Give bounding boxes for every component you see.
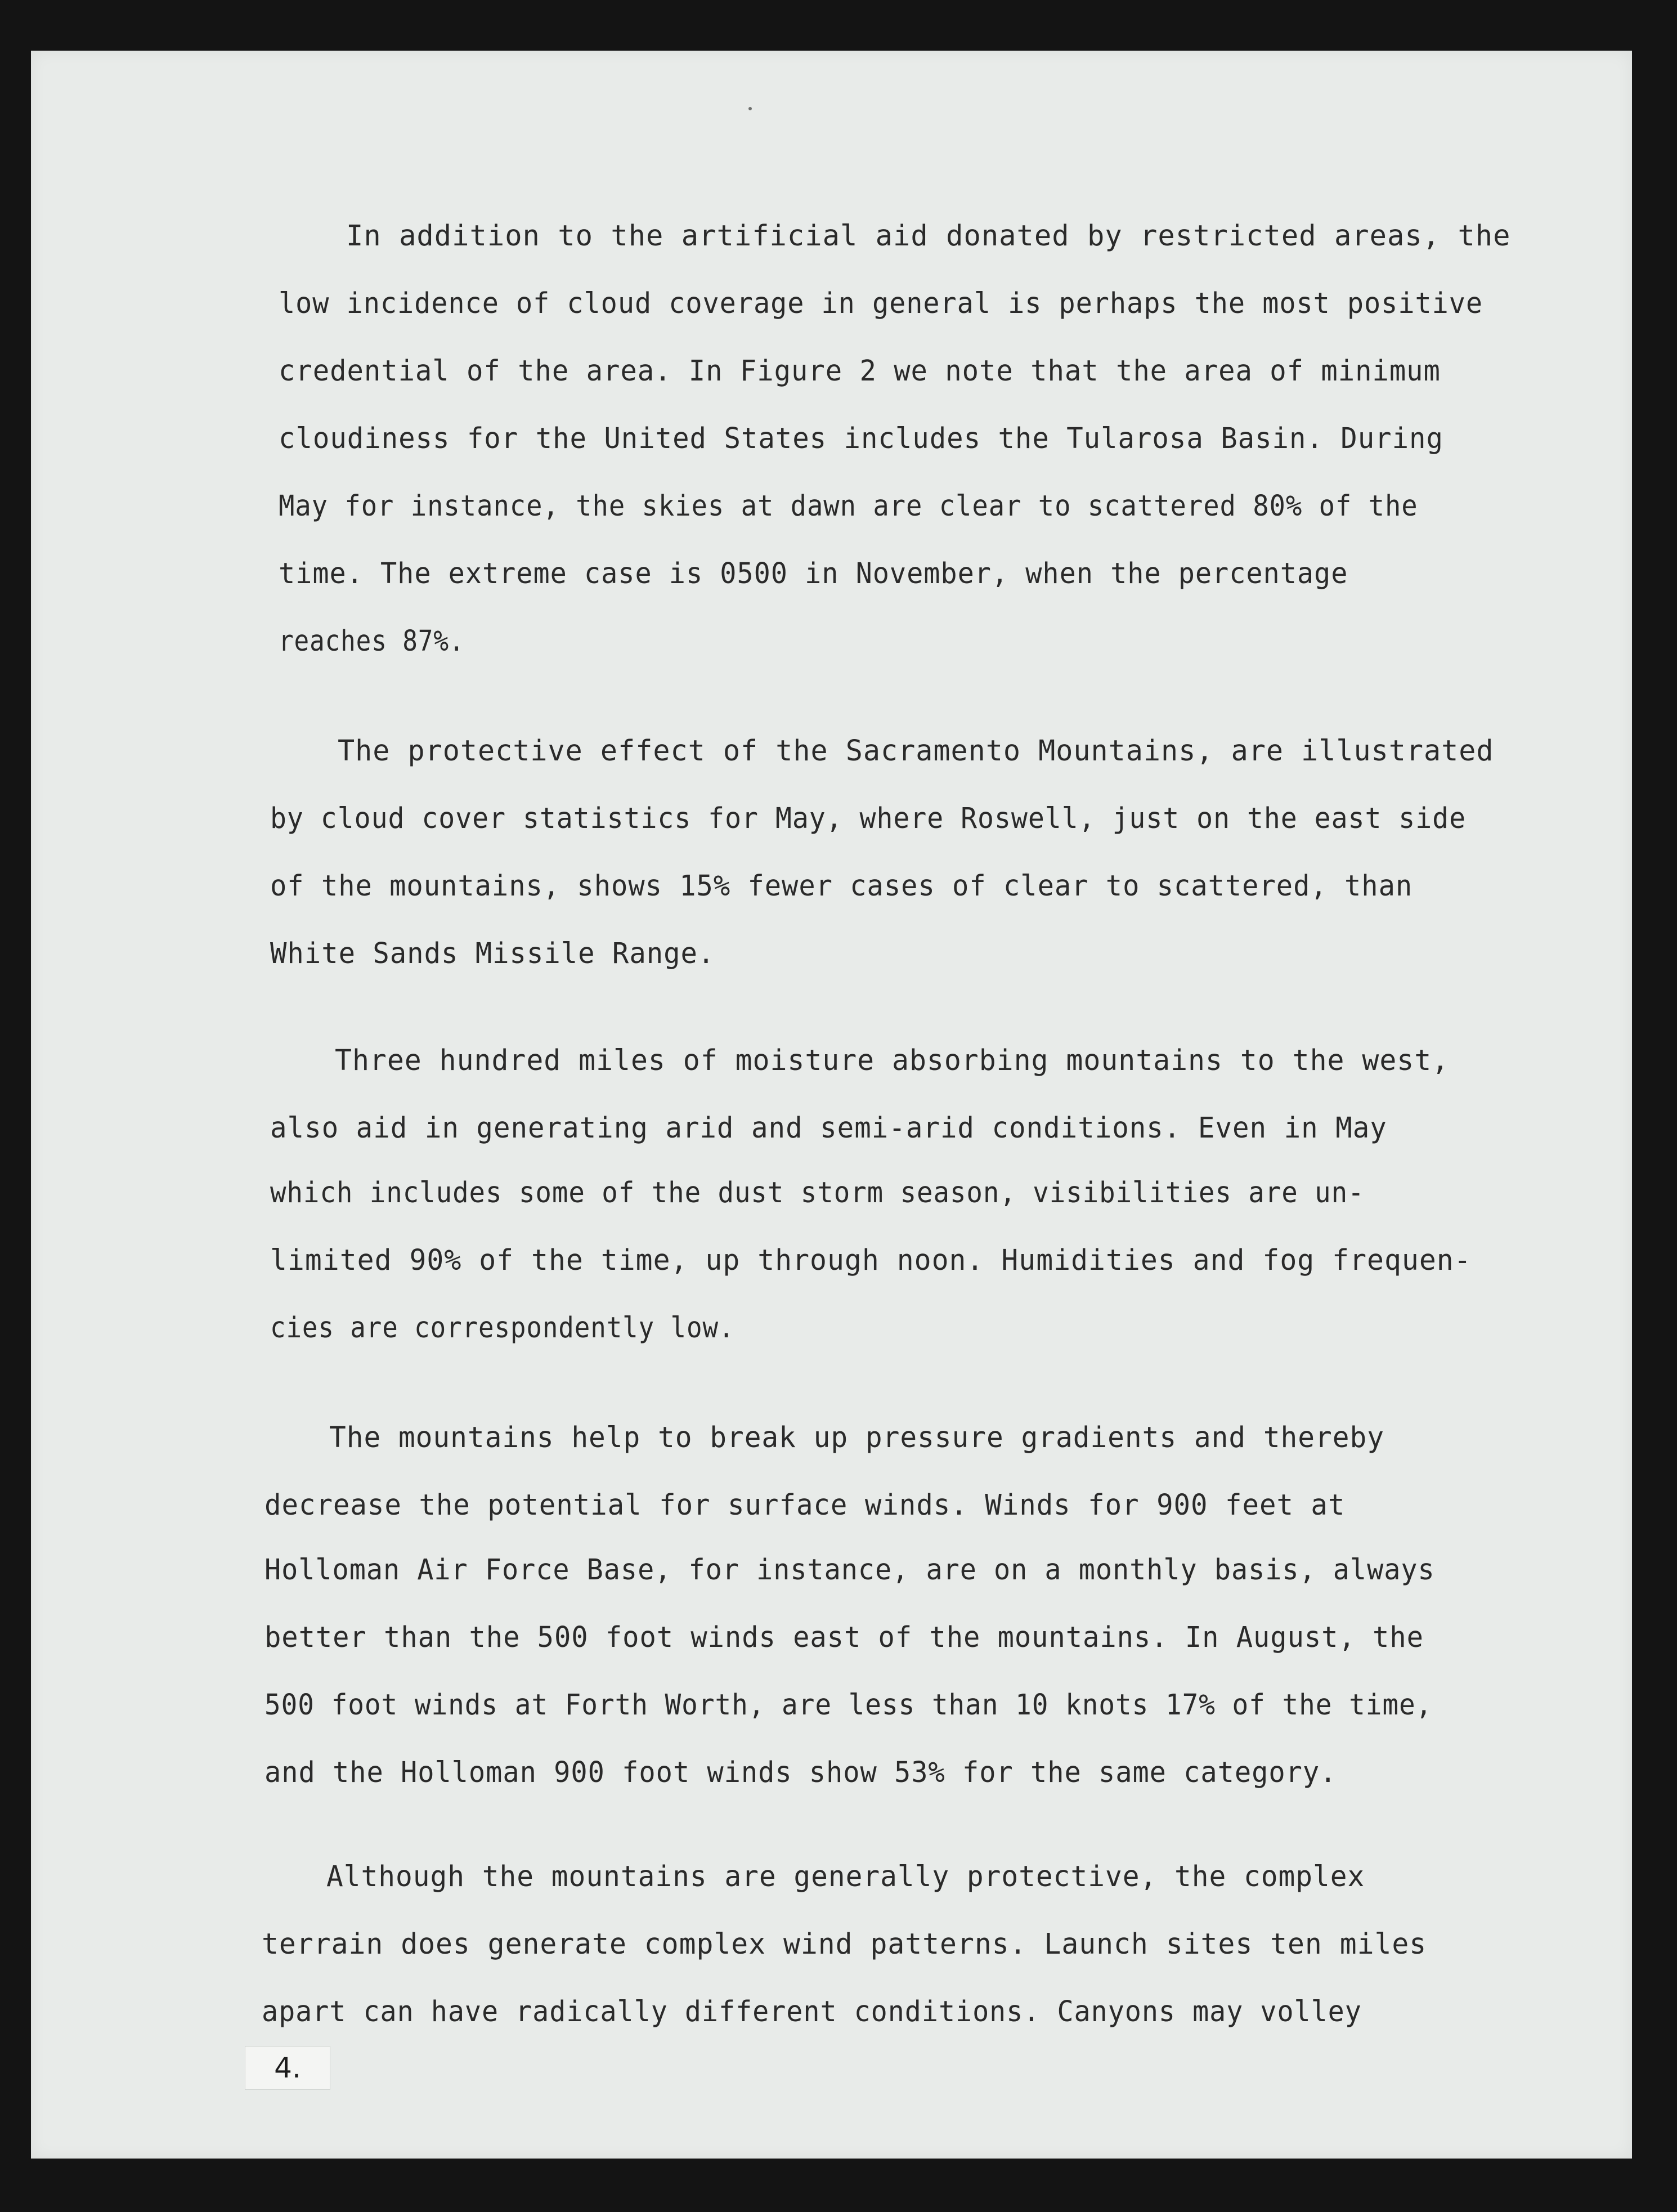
text-line: time. The extreme case is 0500 in November, when the percentage [279, 557, 1348, 590]
text-line: cies are correspondently low. [270, 1311, 735, 1345]
text-line: also aid in generating arid and semi-arid conditions. Even in May [270, 1112, 1387, 1145]
page-number: 4. [245, 2046, 330, 2090]
text-line: limited 90% of the time, up through noon. Humidities and fog frequen- [270, 1244, 1472, 1277]
text-line: Holloman Air Force Base, for instance, are on a monthly basis, always [264, 1553, 1435, 1587]
text-line: by cloud cover statistics for May, where Roswell, just on the east side [270, 802, 1467, 835]
text-line: apart can have radically different conditions. Canyons may volley [262, 1995, 1362, 2029]
text-line: May for instance, the skies at dawn are clear to scattered 80% of the [279, 490, 1418, 523]
text-line: White Sands Missile Range. [270, 937, 715, 970]
text-line: In addition to the artificial aid donated by restricted areas, the [346, 220, 1511, 253]
text-line: credential of the area. In Figure 2 we note that the area of minimum [279, 355, 1441, 388]
text-line: Three hundred miles of moisture absorbing mountains to the west, [335, 1044, 1450, 1077]
text-line: 500 foot winds at Forth Worth, are less than 10 knots 17% of the time, [264, 1689, 1433, 1722]
text-line: The mountains help to break up pressure gradients and thereby [329, 1421, 1384, 1454]
text-line: low incidence of cloud coverage in general is perhaps the most positive [279, 287, 1483, 320]
document-page [31, 51, 1632, 2159]
text-line: Although the mountains are generally protective, the complex [326, 1860, 1365, 1893]
text-line: and the Holloman 900 foot winds show 53% for the same category. [264, 1756, 1337, 1789]
text-line: cloudiness for the United States includes the Tularosa Basin. During [279, 422, 1443, 455]
text-line: reaches 87%. [279, 625, 465, 658]
text-line: terrain does generate complex wind patterns. Launch sites ten miles [262, 1928, 1427, 1961]
body-text [31, 51, 1632, 2159]
text-line: The protective effect of the Sacramento Mountains, are illustrated [338, 735, 1494, 768]
text-line: better than the 500 foot winds east of the mountains. In August, the [264, 1621, 1424, 1654]
text-line: which includes some of the dust storm season, visibilities are un- [270, 1176, 1365, 1210]
text-line: of the mountains, shows 15% fewer cases of clear to scattered, than [270, 870, 1413, 903]
text-line: decrease the potential for surface winds. Winds for 900 feet at [264, 1489, 1346, 1522]
